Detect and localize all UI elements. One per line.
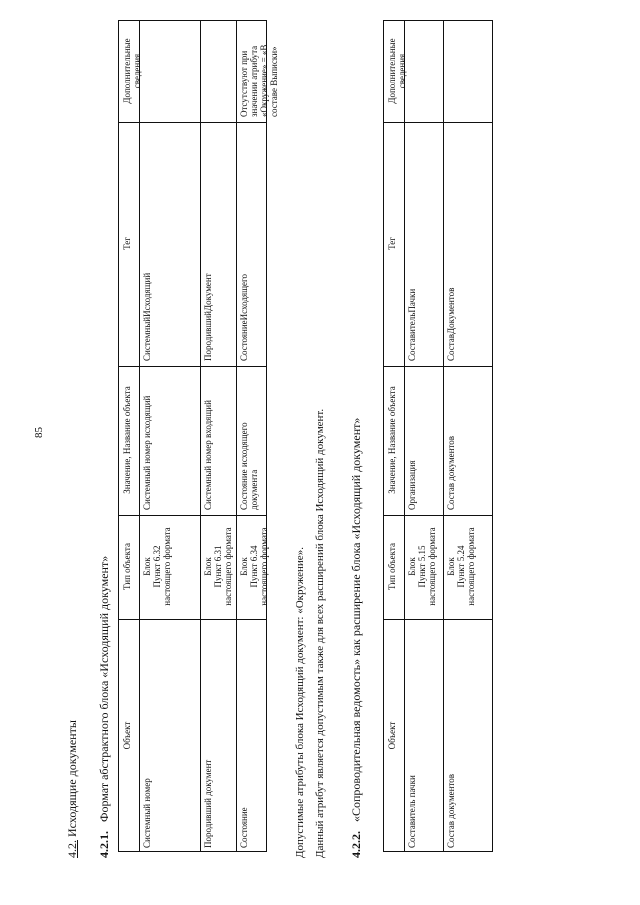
heading-title: Исходящие документы: [65, 720, 79, 837]
table-cell: [200, 21, 236, 121]
table-cell: Состояние: [239, 807, 249, 848]
table-cell: [443, 21, 492, 121]
table-cell: ПородившийДокумент: [203, 273, 213, 361]
table-cell: СистемныйИсходящий: [142, 272, 152, 361]
page-number: 85: [33, 427, 45, 438]
table-cell: Блок Пункт 5.24 настоящего формата: [446, 527, 476, 606]
column-header: Дополнительные сведения: [387, 38, 407, 104]
column-header: Объект: [122, 721, 132, 750]
column-header: Значение, Название объекта: [387, 386, 397, 494]
heading-number: 4.2.2.: [349, 831, 363, 858]
column-header: Тип объекта: [122, 543, 132, 590]
table-cell: Составитель пачки: [407, 775, 417, 848]
table-cell: СоставДокументов: [446, 287, 456, 361]
table-cell: Блок Пункт 6.31 настоящего формата: [203, 527, 233, 606]
table-cell: Системный номер: [142, 778, 152, 848]
table-cell: [404, 21, 443, 121]
table-cell: СоставительПачки: [407, 288, 417, 361]
table-cell: Блок Пункт 5.15 настоящего формата: [407, 527, 437, 606]
table-cell: Состав документов: [446, 435, 456, 510]
table-cell: Блок Пункт 6.32 настоящего формата: [142, 527, 172, 606]
heading-title: Формат абстрактного блока «Исходящий документ»: [97, 555, 111, 822]
table-cell: Организация: [407, 460, 417, 510]
column-header: Тег: [387, 237, 397, 250]
table-cell: Системный номер входящий: [203, 400, 213, 510]
column-header: Тег: [122, 237, 132, 250]
table-abstract-outgoing: [118, 20, 279, 852]
column-header: Объект: [387, 721, 397, 750]
table-cell: Блок Пункт 6.34 настоящего формата: [239, 527, 269, 606]
table-cell: СостояниеИсходящего: [239, 273, 249, 361]
column-header: Дополнительные сведения: [122, 38, 142, 104]
table-cell: [139, 21, 200, 121]
table-cover-statement: [383, 20, 493, 852]
column-header: Значение, Название объекта: [122, 386, 132, 494]
column-header: Тип объекта: [387, 543, 397, 590]
table-cell: Породивший документ: [203, 759, 213, 848]
table-cell: Системный номер исходящий: [142, 395, 152, 510]
heading-number: 4.2.: [65, 840, 79, 858]
heading-title: «Сопроводительная ведомость» как расширение блока «Исходящий документ»: [349, 417, 363, 822]
table-cell: Состав документов: [446, 773, 456, 848]
heading-number: 4.2.1.: [97, 831, 111, 858]
table-cell: Состояние исходящего документа: [239, 422, 259, 510]
table-cell: Отсутствуют при значении атрибута «Окружение» = «В составе Выписки»: [239, 44, 279, 117]
